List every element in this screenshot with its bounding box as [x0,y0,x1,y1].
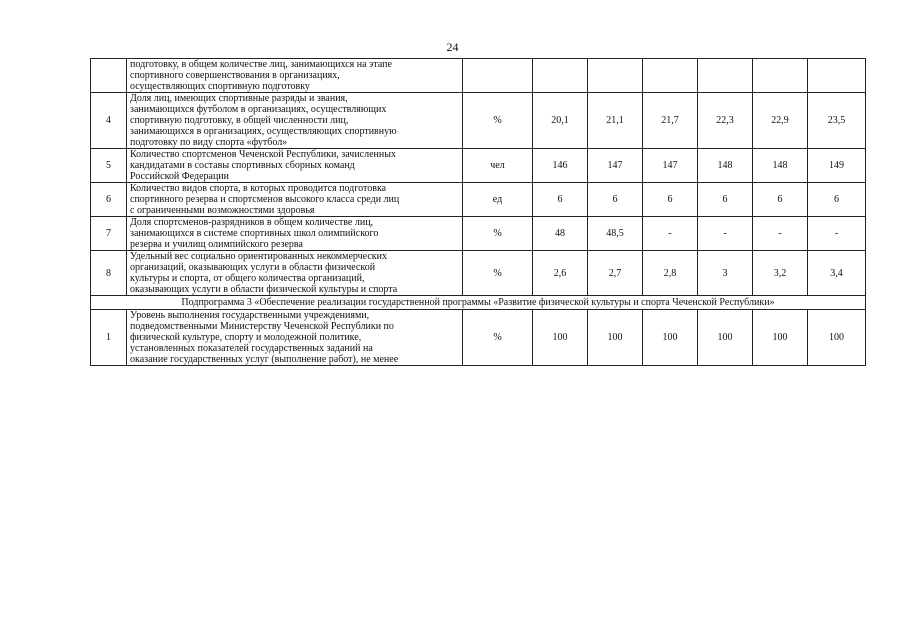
description-line: спортивного резерва и спортсменов высокого класса среди лиц [130,194,400,205]
description-line: культуры и спорта, от общего количества организаций, [130,273,365,284]
value-cell: 149 [808,149,866,183]
value-cell: 100 [753,310,808,366]
value-cell [808,59,866,93]
description-line: подготовку, в общем количестве лиц, занимающихся на этапе [130,59,392,70]
description-line: подготовку по виду спорта «футбол» [130,137,288,148]
description-line: спортивного совершенствования в организациях, [130,70,340,81]
value-cell: 6 [533,183,588,217]
table-row [91,93,866,149]
page-number: 24 [446,40,459,54]
unit-cell: % [463,93,533,149]
description-line: Количество спортсменов Чеченской Республики, зачисленных [130,149,396,160]
description-line: оказание государственных услуг (выполнение работ), не менее [130,354,399,365]
row-number: 5 [91,149,127,183]
value-cell [588,59,643,93]
description-line: Удельный вес социально ориентированных некоммерческих [130,251,388,262]
row-number: 4 [91,93,127,149]
row-number [91,59,127,93]
description-line: осуществляющих спортивную подготовку [130,81,310,92]
value-cell: 2,8 [643,251,698,296]
value-cell: 3 [698,251,753,296]
value-cell: 6 [588,183,643,217]
row-number: 6 [91,183,127,217]
unit-cell: % [463,251,533,296]
value-cell: 22,9 [753,93,808,149]
value-cell: 21,1 [588,93,643,149]
table-row [91,251,866,296]
value-cell: 6 [753,183,808,217]
table-row [91,59,866,93]
indicator-description [127,217,463,251]
unit-cell: % [463,217,533,251]
description-line: спортивную подготовку, в общей численности лиц, [130,115,349,126]
description-line: с ограниченными возможностями здоровья [130,205,315,216]
subprogram-row [91,296,866,310]
value-cell: 6 [698,183,753,217]
indicator-description [127,183,463,217]
indicators-table [90,58,866,366]
description-line: организаций, оказывающих услуги в области физической [130,262,376,273]
value-cell: 3,2 [753,251,808,296]
value-cell: 2,6 [533,251,588,296]
description-line: подведомственными Министерству Чеченской Республики по [130,321,394,332]
description-line: оказывающих услуги в области физической культуры и спорта [130,284,398,295]
value-cell: 100 [698,310,753,366]
unit-cell [463,59,533,93]
description-line: Российской Федерации [130,171,230,182]
description-line: Количество видов спорта, в которых проводится подготовка [130,183,387,194]
value-cell [698,59,753,93]
description-line: Уровень выполнения государственными учреждениями, [130,310,370,321]
value-cell: 23,5 [808,93,866,149]
value-cell: 21,7 [643,93,698,149]
value-cell: 147 [588,149,643,183]
table-row [91,217,866,251]
value-cell: 100 [808,310,866,366]
unit-cell: % [463,310,533,366]
value-cell: 6 [808,183,866,217]
value-cell: - [698,217,753,251]
row-number: 7 [91,217,127,251]
table-body [91,59,866,366]
unit-cell: ед [463,183,533,217]
description-line: занимающихся футболом в организациях, осуществляющих [130,104,387,115]
indicator-description [127,251,463,296]
value-cell: 20,1 [533,93,588,149]
description-line: резерва и училищ олимпийского резерва [130,239,303,250]
row-number: 1 [91,310,127,366]
row-number: 8 [91,251,127,296]
value-cell [533,59,588,93]
value-cell: 22,3 [698,93,753,149]
value-cell: 146 [533,149,588,183]
indicator-description [127,93,463,149]
table-row [91,149,866,183]
value-cell: 100 [533,310,588,366]
description-line: установленных показателей государственных заданий на [130,343,373,354]
indicator-description [127,310,463,366]
value-cell [643,59,698,93]
value-cell: 48,5 [588,217,643,251]
table-row [91,183,866,217]
value-cell: 148 [753,149,808,183]
description-line: Доля лиц, имеющих спортивные разряды и звания, [130,93,348,104]
description-line: кандидатами в составы спортивных сборных команд [130,160,355,171]
value-cell: 148 [698,149,753,183]
subprogram-title: Подпрограмма 3 «Обеспечение реализации государственной программы «Развитие физической культуры и спорта Чеченской Республики» [91,296,866,310]
value-cell: - [808,217,866,251]
value-cell: 147 [643,149,698,183]
description-line: физической культуре, спорту и молодежной политике, [130,332,362,343]
value-cell: 100 [643,310,698,366]
indicator-description [127,59,463,93]
table-row [91,310,866,366]
value-cell: - [753,217,808,251]
description-line: Доля спортсменов-разрядников в общем количестве лиц, [130,217,374,228]
value-cell: 48 [533,217,588,251]
indicator-description [127,149,463,183]
value-cell: 6 [643,183,698,217]
value-cell: 100 [588,310,643,366]
value-cell: 2,7 [588,251,643,296]
description-line: занимающихся в организациях, осуществляющих спортивную [130,126,397,137]
value-cell: - [643,217,698,251]
description-line: занимающихся в системе спортивных школ олимпийского [130,228,379,239]
unit-cell: чел [463,149,533,183]
value-cell: 3,4 [808,251,866,296]
value-cell [753,59,808,93]
